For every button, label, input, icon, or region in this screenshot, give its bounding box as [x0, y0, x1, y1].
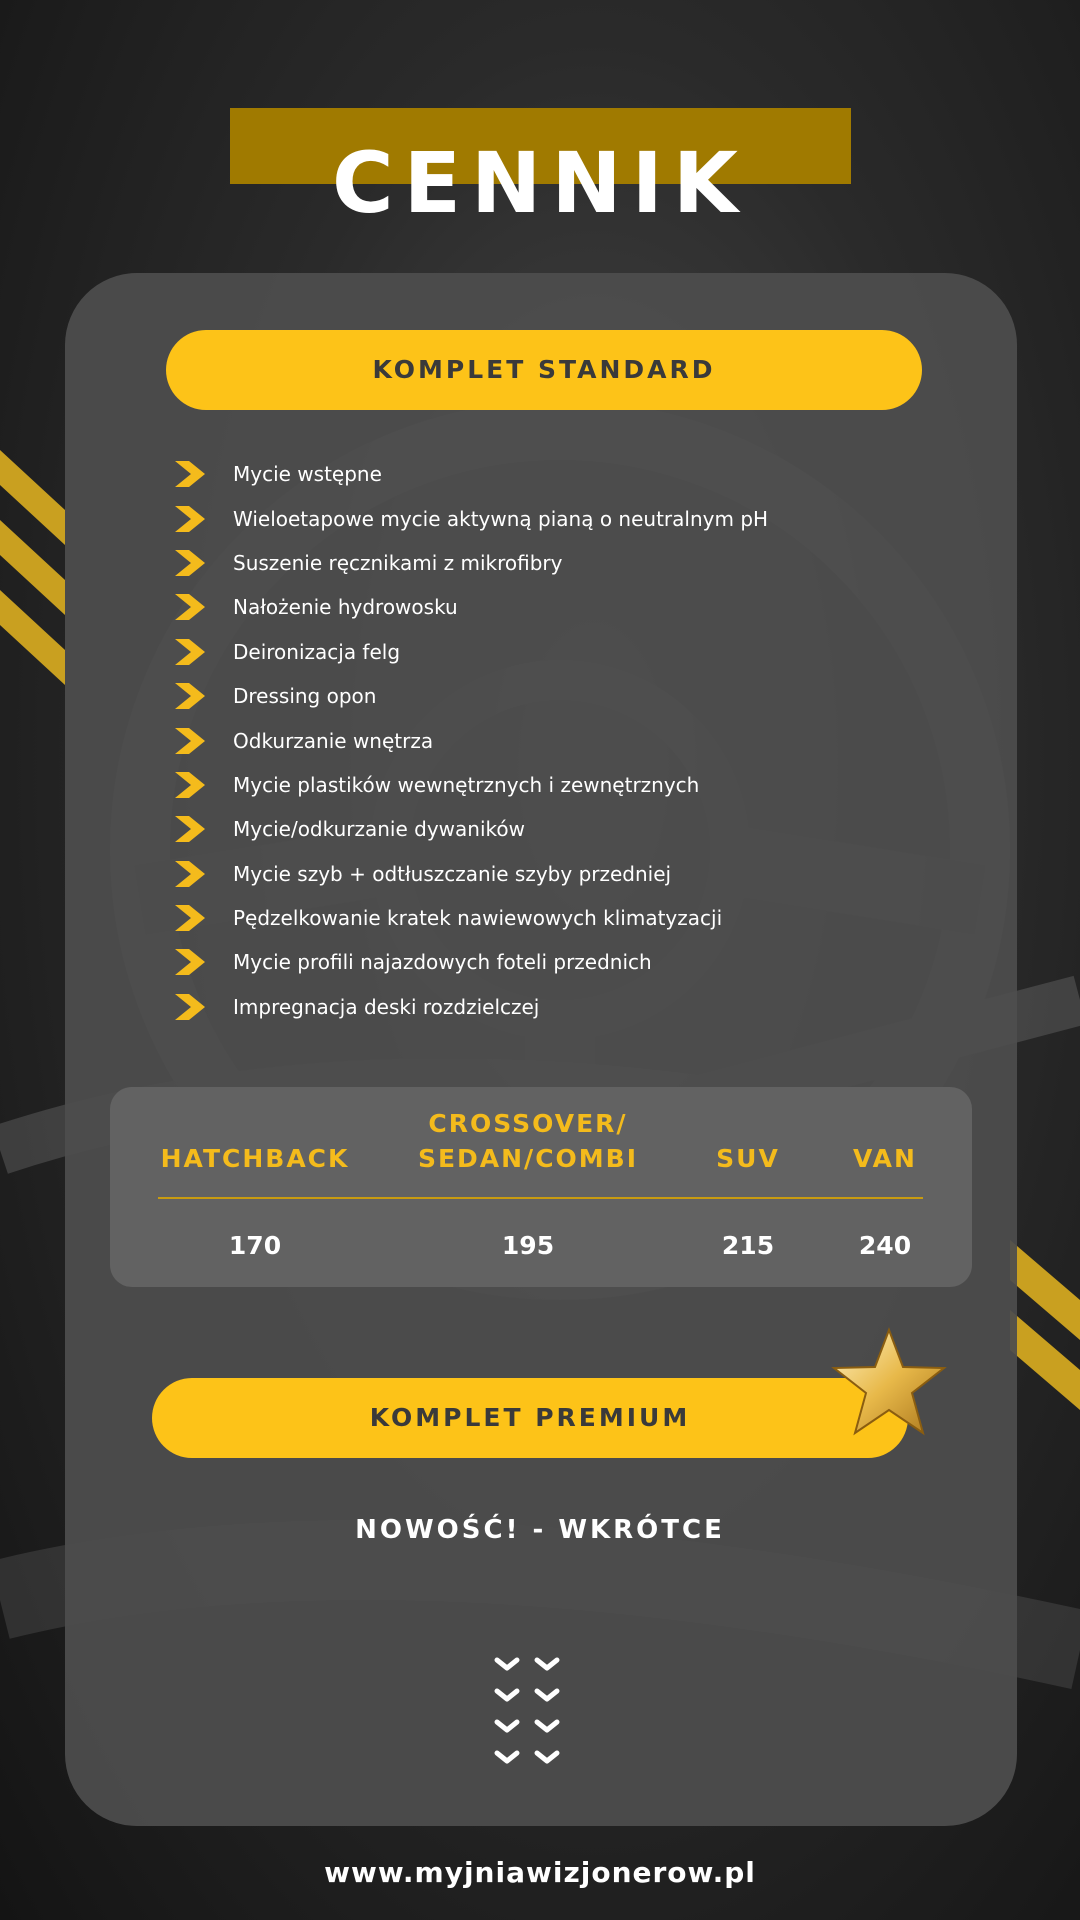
chevron-down-icon — [491, 1654, 563, 1774]
feature-text: Nałożenie hydrowosku — [233, 595, 458, 620]
feature-item — [175, 630, 955, 674]
feature-text: Mycie plastików wewnętrznych i zewnętrznych — [233, 772, 700, 797]
chevron-right-icon — [175, 550, 207, 576]
premium-status-text: NOWOŚĆ! - WKRÓTCE — [355, 1515, 725, 1545]
price-value-suv: 215 — [721, 1231, 775, 1260]
feature-text: Mycie szyb + odtłuszczanie szyby przedniej — [233, 861, 672, 886]
chevron-right-icon — [175, 949, 207, 975]
chevron-right-icon — [175, 772, 207, 798]
price-value-van: 240 — [858, 1231, 912, 1260]
star-icon — [830, 1327, 948, 1439]
feature-text: Wieloetapowe mycie aktywną pianą o neutralnym pH — [233, 506, 769, 531]
price-value-crossover: 195 — [501, 1231, 555, 1260]
feature-item — [175, 452, 955, 496]
chevron-right-icon — [175, 728, 207, 754]
chevron-right-icon — [175, 461, 207, 487]
price-value-hatchback: 170 — [228, 1231, 282, 1260]
feature-text: Mycie/odkurzanie dywaników — [233, 817, 525, 842]
price-heading-crossover-line1: CROSSOVER/ — [428, 1109, 628, 1138]
chevron-right-icon — [175, 683, 207, 709]
feature-item — [175, 541, 955, 585]
price-heading-van: VAN — [853, 1144, 917, 1173]
feature-text: Odkurzanie wnętrza — [233, 728, 434, 753]
feature-item — [175, 940, 955, 984]
feature-item — [175, 585, 955, 629]
feature-text: Dressing opon — [233, 684, 377, 709]
standard-package-label: KOMPLET STANDARD — [166, 330, 922, 410]
feature-text: Suszenie ręcznikami z mikrofibry — [233, 550, 563, 575]
chevron-right-icon — [175, 594, 207, 620]
chevron-right-icon — [175, 639, 207, 665]
chevron-right-icon — [175, 994, 207, 1020]
page-title: CENNIK — [332, 134, 748, 232]
website-link[interactable]: www.myjniawizjonerow.pl — [324, 1856, 756, 1889]
feature-item — [175, 674, 955, 718]
feature-text: Deironizacja felg — [233, 639, 401, 664]
price-divider — [158, 1197, 923, 1199]
feature-text: Mycie profili najazdowych foteli przednich — [233, 950, 652, 975]
feature-item — [175, 985, 955, 1029]
feature-text: Mycie wstępne — [233, 462, 382, 487]
feature-item — [175, 852, 955, 896]
chevron-right-icon — [175, 861, 207, 887]
feature-text: Pędzelkowanie kratek nawiewowych klimatyzacji — [233, 906, 723, 931]
chevron-right-icon — [175, 506, 207, 532]
feature-item — [175, 896, 955, 940]
price-heading-suv: SUV — [716, 1144, 780, 1173]
price-heading-hatchback: HATCHBACK — [160, 1144, 350, 1173]
premium-package-label: KOMPLET PREMIUM — [152, 1378, 908, 1458]
standard-feature-list — [175, 452, 955, 1029]
decor-stripes-right — [1010, 1230, 1080, 1430]
price-heading-crossover — [390, 1106, 666, 1176]
chevron-right-icon — [175, 905, 207, 931]
chevron-right-icon — [175, 816, 207, 842]
price-heading-crossover-line2: SEDAN/COMBI — [417, 1144, 639, 1173]
feature-item — [175, 807, 955, 851]
feature-item — [175, 496, 955, 540]
feature-item — [175, 718, 955, 762]
feature-text: Impregnacja deski rozdzielczej — [233, 994, 540, 1019]
feature-item — [175, 763, 955, 807]
